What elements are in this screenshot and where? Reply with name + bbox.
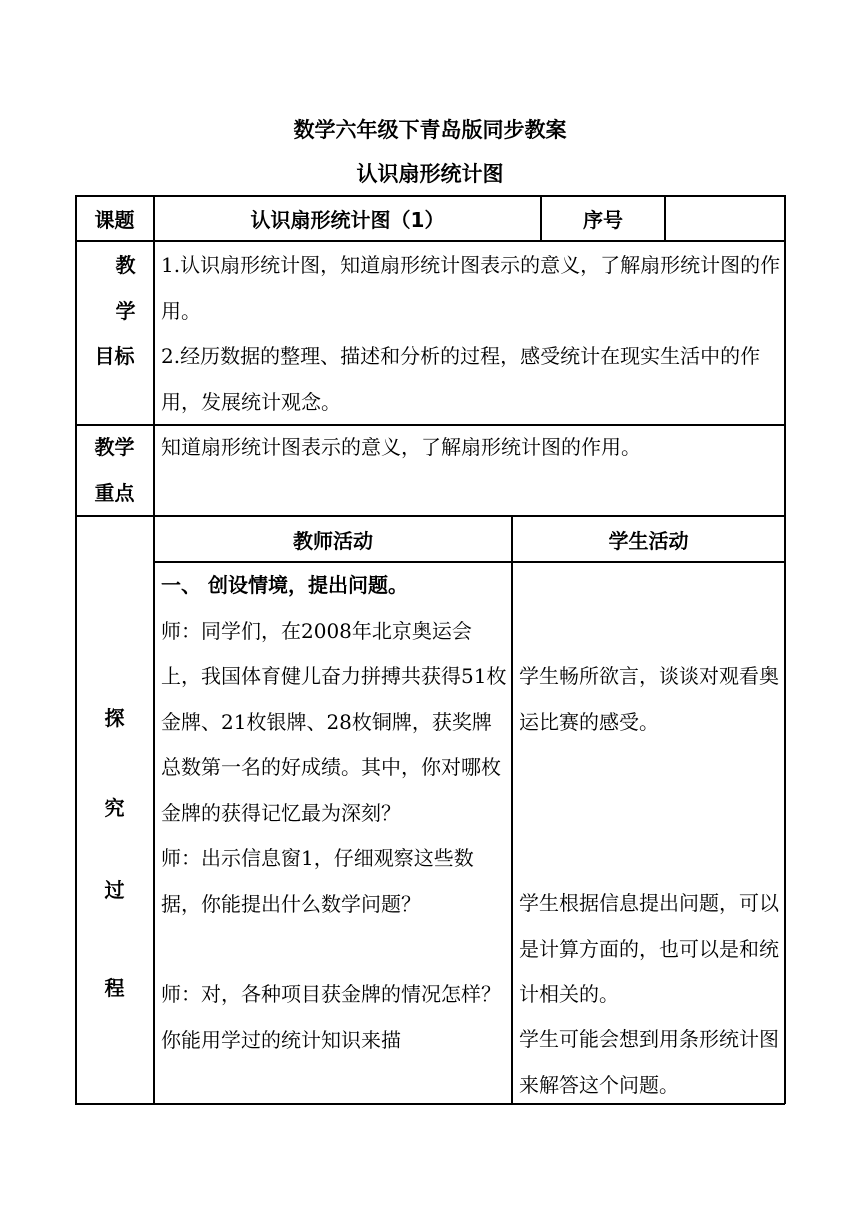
process-label bbox=[76, 516, 153, 1103]
table-border bbox=[784, 195, 786, 1104]
document-subtitle: 认识扇形统计图 bbox=[356, 162, 504, 186]
teacher-activity-header: 教师活动 bbox=[293, 528, 373, 553]
teacher-activity-content bbox=[161, 563, 507, 1103]
goals-label-1: 教 bbox=[115, 253, 136, 277]
sequence-value bbox=[666, 196, 784, 240]
goals-label-2: 学 bbox=[115, 298, 136, 323]
table-border bbox=[511, 515, 513, 1104]
topic-value: 认识扇形统计图（1） bbox=[250, 207, 445, 232]
process-label-3: 过 bbox=[104, 878, 125, 902]
process-label-2: 究 bbox=[104, 796, 125, 820]
sequence-label: 序号 bbox=[583, 207, 623, 232]
topic-label: 课题 bbox=[94, 207, 135, 232]
student-paragraph-2: 学生根据信息提出问题，可以是计算方面的，也可以是和统计相关的。 bbox=[519, 891, 779, 1006]
teacher-paragraph-3: 师：对，各种项目获金牌的情况怎样？你能用学过的统计知识来描 bbox=[161, 982, 501, 1052]
goal-item-1: 1.认识扇形统计图，知道扇形统计图表示的意义，了解扇形统计图的作用。 bbox=[161, 253, 781, 323]
process-label-1: 探 bbox=[104, 706, 125, 730]
goals-label-3: 目标 bbox=[94, 344, 135, 368]
table-border bbox=[153, 195, 155, 1104]
key-label-2: 重点 bbox=[94, 480, 135, 505]
student-paragraph-1: 学生畅所欲言，谈谈对观看奥运比赛的感受。 bbox=[519, 664, 779, 734]
goal-item-2: 2.经历数据的整理、描述和分析的过程，感受统计在现实生活中的作用，发展统计观念。 bbox=[161, 344, 761, 414]
student-activity-content bbox=[519, 563, 781, 1103]
key-label bbox=[76, 425, 153, 515]
goals-content bbox=[161, 243, 781, 423]
goals-label bbox=[76, 243, 153, 423]
table-border bbox=[75, 240, 785, 242]
key-content: 知道扇形统计图表示的意义，了解扇形统计图的作用。 bbox=[161, 435, 641, 459]
section-heading: 一、 创设情境，提出问题。 bbox=[161, 573, 408, 597]
student-paragraph-3: 学生可能会想到用条形统计图来解答这个问题。 bbox=[519, 1027, 779, 1097]
teacher-paragraph-2: 师：出示信息窗1，仔细观察这些数据，你能提出什么数学问题？ bbox=[161, 846, 474, 916]
key-label-1: 教学 bbox=[94, 435, 135, 459]
process-label-4: 程 bbox=[104, 976, 125, 1000]
teacher-paragraph-1: 师：同学们，在2008年北京奥运会上，我国体育健儿奋力拼搏共获得51枚金牌、21枚银牌、28枚铜牌，获奖牌总数第一名的好成绩。其中，你对哪枚金牌的获得记忆最为深刻？ bbox=[161, 618, 507, 825]
student-activity-header: 学生活动 bbox=[608, 528, 689, 553]
document-title: 数学六年级下青岛版同步教案 bbox=[293, 118, 567, 142]
